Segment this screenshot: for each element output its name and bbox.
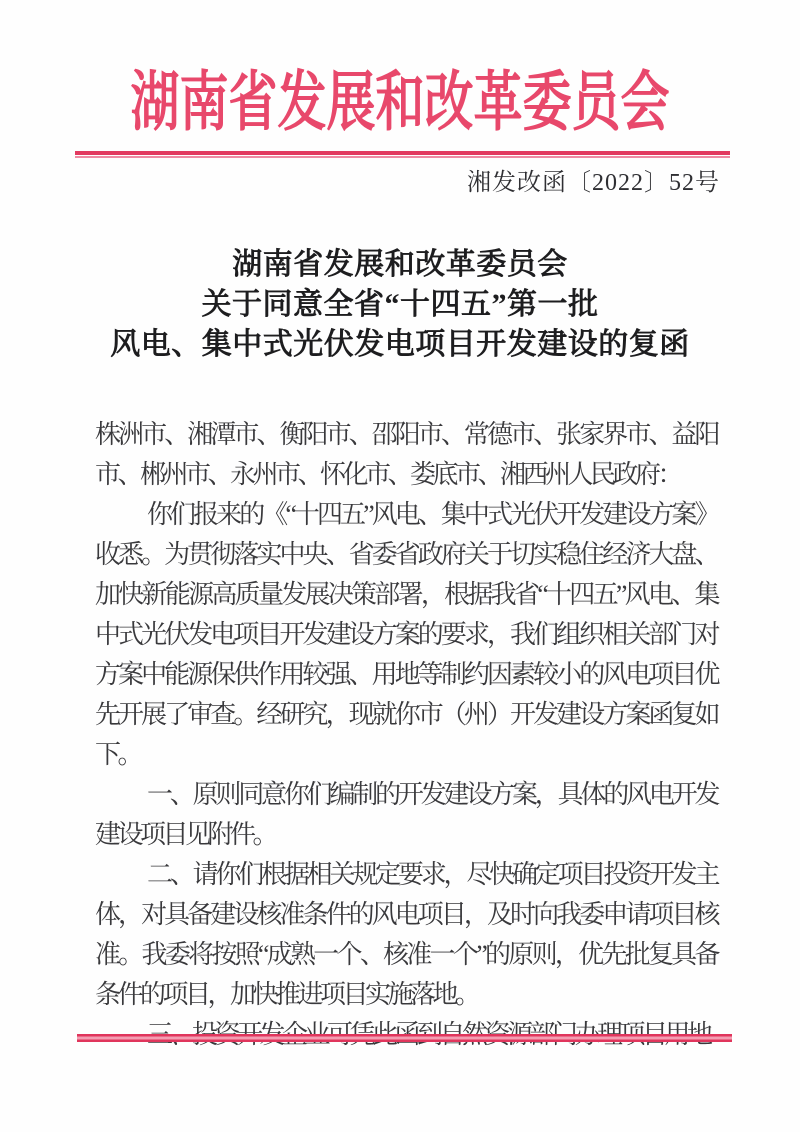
document-number: 湘发改函〔2022〕52号 (467, 170, 720, 196)
document-title-line-3: 风电、集中式光伏发电项目开发建设的复函 (110, 328, 690, 361)
paragraph-item-1: 一、原则同意你们编制的开发建设方案，具体的风电开发建设项目见附件。 (95, 780, 717, 849)
paragraph-intro: 你们报来的《“十四五”风电、集中式光伏开发建设方案》收悉。为贯彻落实中央、省委省政府关于切实稳住经济大盘、加快新能源高质量发展决策部署，根据我省“十四五”风电、集中式光伏发电项目开发建设方案的要求，我们组织相关部门对方案中能源保供作用较强、用地等制约因素较小的风电项目优先开展了审查。经研究，现就你市（州）开发建设方案函复如下。 (95, 500, 717, 769)
agency-masthead (0, 60, 800, 146)
document-body (95, 415, 717, 1055)
document-title-line-2: 关于同意全省“十四五”第一批 (201, 288, 599, 321)
paragraph-item-2: 二、请你们根据相关规定要求，尽快确定项目投资开发主体，对具备建设核准条件的风电项目，及时向我委申请项目核准。我委将按照“成熟一个、核准一个”的原则，优先批复具备条件的项目，加快推进项目实施落地。 (95, 860, 717, 1009)
paragraph-recipients: 株洲市、湘潭市、衡阳市、邵阳市、常德市、张家界市、益阳市、郴州市、永州市、怀化市、娄底市、湘西州人民政府： (95, 420, 717, 489)
agency-masthead-text: 湖南省发展和改革委员会 (130, 66, 670, 139)
document-title-line-1: 湖南省发展和改革委员会 (232, 248, 568, 281)
page-bottom-rule (77, 1034, 732, 1042)
masthead-divider-rule (75, 151, 730, 158)
document-title (0, 245, 800, 365)
